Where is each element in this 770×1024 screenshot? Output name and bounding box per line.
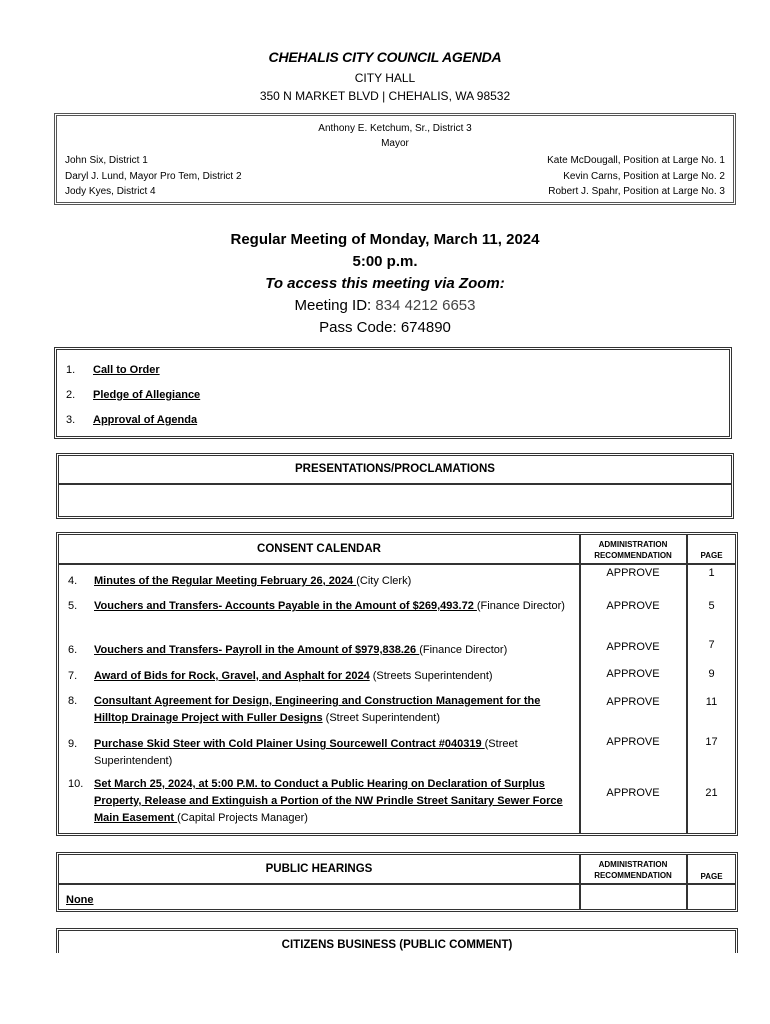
item-number: 4.: [68, 575, 78, 587]
header-divider: [579, 563, 735, 565]
header-divider: [59, 883, 735, 885]
public-hearings-section: [56, 852, 738, 912]
item-page: 1: [708, 567, 715, 579]
meeting-id-number: 834 4212 6653: [375, 297, 476, 314]
council-right-column: [547, 153, 725, 200]
council-member: Jody Kyes, District 4: [65, 186, 156, 197]
list-item: [66, 364, 160, 376]
item-responsible: (Capital Projects Manager): [177, 812, 308, 824]
mayor-title: Mayor: [381, 138, 409, 149]
none-label: None: [66, 894, 94, 906]
item-recommendation: APPROVE: [606, 736, 660, 748]
presentations-section: [56, 453, 734, 519]
header-divider: [59, 563, 579, 565]
page-column-heading: PAGE: [700, 872, 723, 881]
council-member: Robert J. Spahr, Position at Large No. 3: [548, 186, 725, 197]
item-page: 7: [708, 639, 715, 651]
pass-code: Pass Code: 674890: [319, 319, 451, 336]
admin-recommendation-heading: [581, 859, 685, 881]
item-responsible: (Street Superintendent): [94, 738, 518, 767]
council-member: Kate McDougall, Position at Large No. 1: [547, 155, 725, 166]
section-heading: PRESENTATIONS/PROCLAMATIONS: [59, 456, 731, 485]
item-page: 9: [708, 668, 715, 680]
admin-heading-line: RECOMMENDATION: [594, 551, 672, 560]
item-description: [94, 642, 572, 659]
council-member: Kevin Carns, Position at Large No. 2: [563, 170, 725, 182]
council-member: Daryl J. Lund, Mayor Pro Tem, District 2: [65, 170, 242, 182]
item-label: Call to Order: [93, 364, 160, 376]
item-responsible: (Finance Director): [419, 644, 508, 656]
admin-heading-line: ADMINISTRATION: [598, 540, 668, 549]
item-number: 2.: [66, 389, 76, 401]
item-page: 17: [705, 736, 718, 748]
zoom-heading: To access this meeting via Zoom:: [265, 275, 505, 292]
consent-calendar-section: [56, 532, 738, 836]
section-heading: PUBLIC HEARINGS: [265, 863, 373, 875]
item-recommendation: APPROVE: [606, 668, 660, 680]
item-title: Award of Bids for Rock, Gravel, and Asphalt for 2024: [94, 670, 370, 682]
item-description: [94, 573, 572, 590]
item-description: [94, 776, 572, 827]
mayor-block: [57, 121, 733, 151]
item-description: [94, 693, 572, 727]
section-heading: CITIZENS BUSINESS (PUBLIC COMMENT): [281, 939, 513, 951]
item-title: Minutes of the Regular Meeting February 26, 2024: [94, 575, 357, 587]
council-left-column: [65, 153, 242, 200]
item-title: Set March 25, 2024, at 5:00 P.M. to Conduct a Public Hearing on Declaration of Surplus Property, Release and Extinguish a Portion of the NW Prindle Street Sanitary Sewer Force Main Easement: [94, 778, 563, 824]
council-member: John Six, District 1: [65, 155, 148, 166]
item-number: 1.: [66, 364, 76, 376]
item-number: 3.: [66, 414, 76, 426]
list-item: [66, 389, 200, 401]
item-description: [94, 598, 572, 615]
item-page: 11: [705, 696, 718, 708]
section-heading: CONSENT CALENDAR: [257, 543, 381, 555]
item-responsible: (Street Superintendent): [322, 712, 440, 724]
item-responsible: (Streets Superintendent): [369, 670, 493, 682]
item-responsible: (Finance Director): [476, 600, 565, 612]
item-description: [94, 736, 572, 770]
meeting-time: 5:00 p.m.: [352, 253, 418, 270]
item-recommendation: APPROVE: [606, 641, 660, 653]
page-column-heading: PAGE: [700, 551, 723, 560]
page-cutoff: [0, 953, 770, 1024]
item-number: 5.: [68, 600, 78, 612]
venue: CITY HALL: [354, 71, 416, 85]
item-label: Pledge of Allegiance: [93, 389, 201, 401]
procedural-items-box: [54, 347, 732, 439]
admin-heading-line: ADMINISTRATION: [598, 860, 668, 869]
item-responsible: (City Clerk): [356, 575, 412, 587]
agenda-title: CHEHALIS CITY COUNCIL AGENDA: [268, 49, 502, 65]
council-members-box: [54, 113, 736, 205]
item-title: Vouchers and Transfers- Accounts Payable in the Amount of $269,493.72: [94, 600, 477, 612]
admin-heading-line: RECOMMENDATION: [594, 871, 672, 880]
item-page: 21: [705, 787, 718, 799]
item-recommendation: APPROVE: [606, 600, 660, 612]
admin-recommendation-heading: [581, 539, 685, 561]
column-divider: [686, 855, 688, 909]
item-recommendation: APPROVE: [606, 567, 660, 579]
item-number: 7.: [68, 670, 78, 682]
meeting-title: Regular Meeting of Monday, March 11, 2024: [230, 231, 540, 248]
item-page: 5: [708, 600, 715, 612]
mayor-name: Anthony E. Ketchum, Sr., District 3: [318, 123, 472, 134]
address: 350 N MARKET BLVD | CHEHALIS, WA 98532: [259, 89, 511, 103]
item-number: 9.: [68, 738, 78, 750]
item-number: 6.: [68, 644, 78, 656]
item-title: Consultant Agreement for Design, Engineering and Construction Management for the Hilltop Drainage Project with Fuller Designs: [94, 695, 541, 724]
list-item: [66, 414, 197, 426]
item-number: 10.: [68, 778, 84, 790]
item-recommendation: APPROVE: [606, 787, 660, 799]
meeting-id: [0, 297, 770, 314]
item-description: [94, 668, 572, 685]
item-title: Purchase Skid Steer with Cold Plainer Using Sourcewell Contract #040319: [94, 738, 485, 750]
item-label: Approval of Agenda: [93, 414, 198, 426]
item-title: Vouchers and Transfers- Payroll in the Amount of $979,838.26: [94, 644, 420, 656]
meeting-id-label: Meeting ID:: [294, 297, 376, 314]
item-recommendation: APPROVE: [606, 696, 660, 708]
item-number: 8.: [68, 695, 78, 707]
